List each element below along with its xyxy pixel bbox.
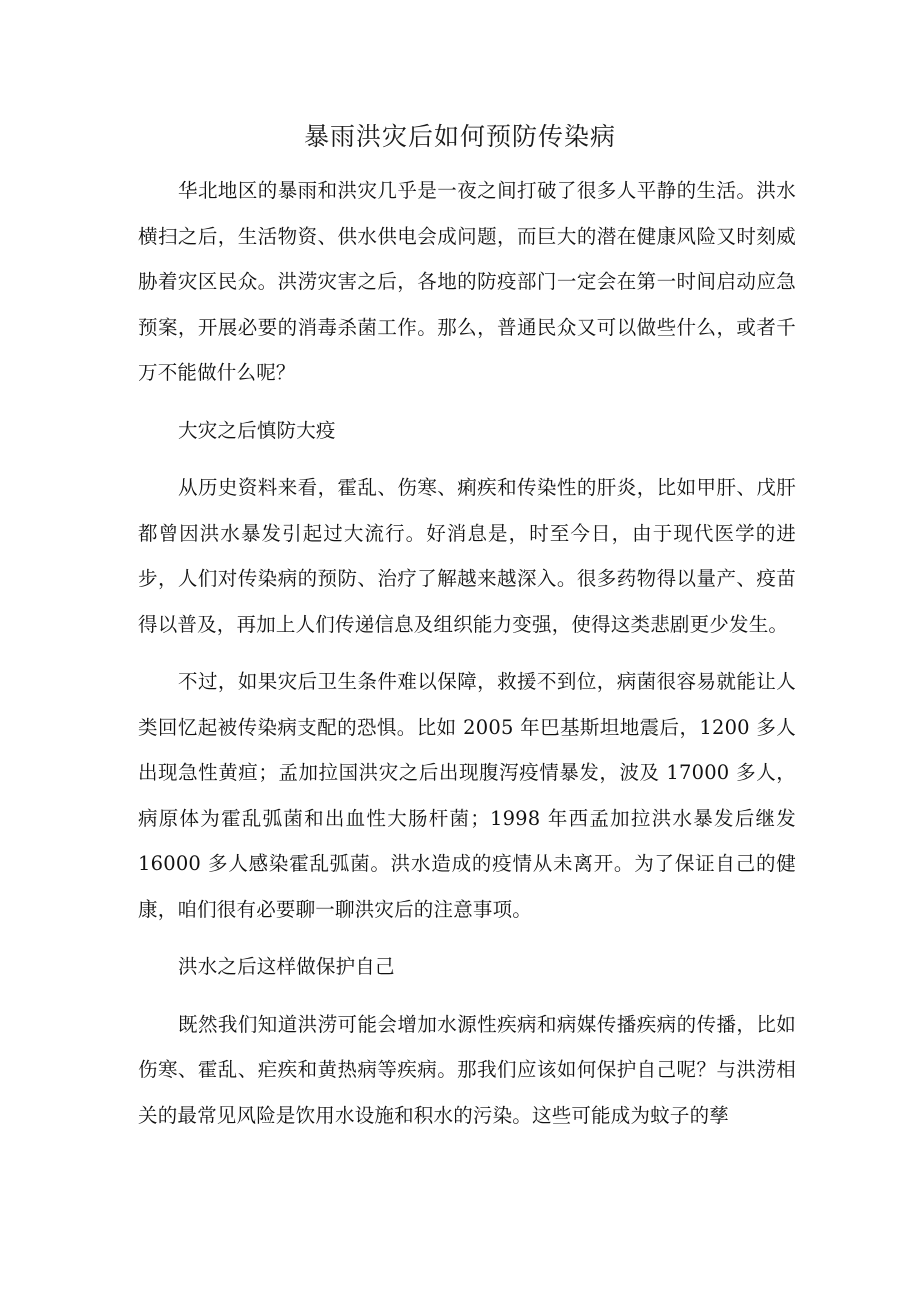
- paragraph-history: 从历史资料来看，霍乱、伤寒、痢疾和传染性的肝炎，比如甲肝、戊肝都曾因洪水暴发引起过大流行。好消息是，时至今日，由于现代医学的进步，人们对传染病的预防、治疗了解越来越深入。很多药物得以量产、疫苗得以普及，再加上人们传递信息及组织能力变强，使得这类悲剧更少发生。: [138, 476, 796, 636]
- section-heading-self-protection: 洪水之后这样做保护自己: [178, 955, 395, 978]
- paragraph-intro: 华北地区的暴雨和洪灾几乎是一夜之间打破了很多人平静的生活。洪水横扫之后，生活物资、供水供电会成问题，而巨大的潜在健康风险又时刻威胁着灾区民众。洪涝灾害之后，各地的防疫部门一定会在第一时间启动应急预案，开展必要的消毒杀菌工作。那么，普通民众又可以做些什么，或者千万不能做什么呢？: [138, 179, 796, 384]
- document-body: [138, 168, 796, 1138]
- document-title: 暴雨洪灾后如何预防传染病: [303, 122, 616, 151]
- paragraph-examples: 不过，如果灾后卫生条件难以保障，救援不到位，病菌很容易就能让人类回忆起被传染病支配的恐惧。比如 2005 年巴基斯坦地震后，1200 多人出现急性黄疸；孟加拉国洪灾之后出现腹泻疫情暴发，波及 17000 多人，病原体为霍乱弧菌和出血性大肠杆菌；1998 年西孟加拉洪水暴发后继发16000 多人感染霍乱弧菌。洪水造成的疫情从未离开。为了保证自己的健康，咱们很有必要聊一聊洪灾后的注意事项。: [138, 670, 796, 921]
- paragraph-protection: 既然我们知道洪涝可能会增加水源性疾病和病媒传播疾病的传播，比如伤寒、霍乱、疟疾和黄热病等疾病。那我们应该如何保护自己呢？与洪涝相关的最常见风险是饮用水设施和积水的污染。这些可能成为蚊子的孳: [138, 1012, 796, 1127]
- section-heading-disaster-prevention: 大灾之后慎防大疫: [178, 418, 336, 442]
